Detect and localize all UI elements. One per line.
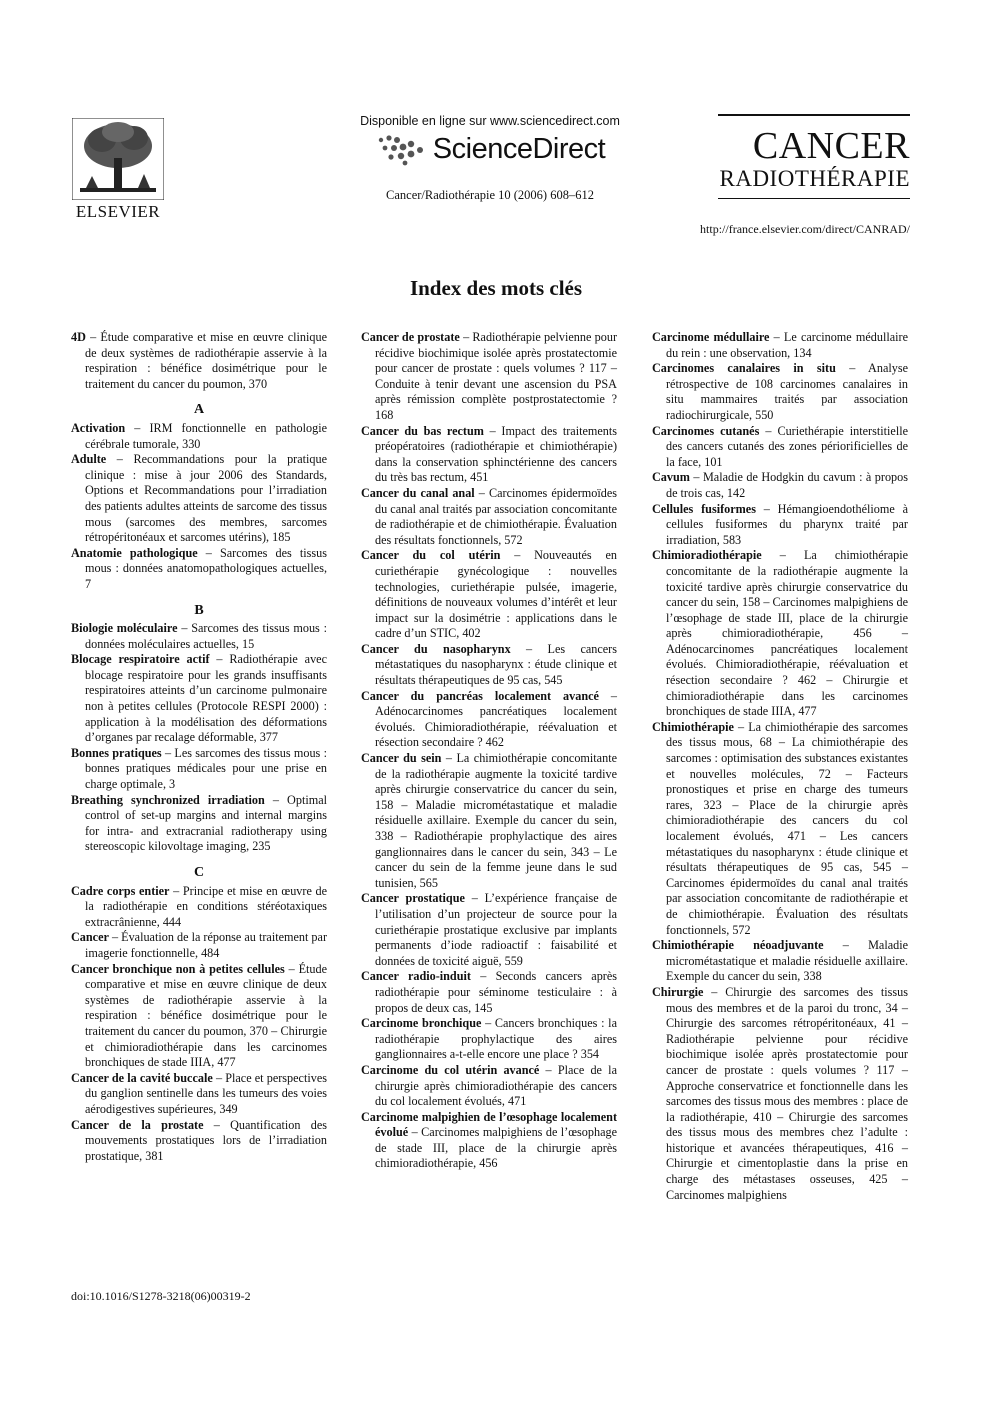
index-description: – Chirurgie des sarcomes des tissus mous des membres et de la paroi du tronc, 34 – Chirurgie des sarcomes rétropéritonéaux, 41 – Radiothérapie pelvienne pour récidive biochimique isolée après prostatectomie pour cancer de prostate : quels volumes ? 117 – Approche conservatrice et fonctionnelle dans les sarcomes des tissus mous des membres : place de la radiothérapie, 410 – Chirurgie des sarcomes des tissus mous des membres chez l’adulte : historique et avancées thérapeutiques, 416 – Chirurgie et cimentoplastie dans la prise en charge des métastases osseuses, 425 – Carcinomes malpighiens xyxy=(666,984,908,1202)
index-entry xyxy=(361,642,617,689)
index-term: Cavum xyxy=(652,470,690,485)
journal-url[interactable]: http://france.elsevier.com/direct/CANRAD/ xyxy=(700,222,910,236)
index-letter-heading: B xyxy=(194,602,204,618)
journal-title-line2: RADIOTHÉRAPIE xyxy=(719,166,910,191)
index-entry xyxy=(71,1118,327,1165)
index-description: – Les sarcomes des tissus mous : bonnes pratiques médicales pour une prise en charge optimale, 3 xyxy=(85,745,327,792)
page-header xyxy=(0,110,992,300)
index-term: Cancer de la prostate xyxy=(71,1117,204,1132)
index-term: Carcinome bronchique xyxy=(361,1016,482,1031)
index-entry xyxy=(71,1071,327,1118)
index-term: Blocage respiratoire actif xyxy=(71,652,210,667)
index-entry xyxy=(71,652,327,746)
index-entry xyxy=(71,746,327,793)
index-entry xyxy=(361,891,617,969)
index-term: Bonnes pratiques xyxy=(71,745,162,760)
index-letter-heading: A xyxy=(193,402,205,418)
index-entry xyxy=(361,969,617,1016)
index-term: Carcinome malpighien de l’œsophage localement évolué xyxy=(361,1109,617,1140)
index-term: Carcinomes canalaires in situ xyxy=(652,361,836,376)
index-entry xyxy=(71,930,327,961)
elsevier-logo xyxy=(70,118,166,222)
index-description: – Sarcomes des tissus mous : données anatomopathologiques actuelles, 7 xyxy=(85,545,327,591)
index-column-1 xyxy=(71,330,327,1164)
index-entry xyxy=(652,424,908,471)
index-description: – Maladie de Hodgkin du cavum : à propos de trois cas, 142 xyxy=(666,470,908,500)
index-description: – L’expérience française de l’utilisation d’un projecteur de source pour la curiethérapie prostatique exclusive par implants permanents d’iode radioactif : faisabilité et données de toxicité aiguë, 559 xyxy=(375,891,617,968)
index-entry xyxy=(71,962,327,1071)
index-description: – Analyse rétrospective de 108 carcinomes canalaires in situ mammaires traités par association radiochirurgicale, 550 xyxy=(666,361,908,422)
sciencedirect-dots-icon xyxy=(375,132,427,166)
index-entry xyxy=(652,330,908,361)
elsevier-tree-icon xyxy=(72,118,164,200)
index-entry xyxy=(71,793,327,855)
index-term: Chimiothérapie xyxy=(652,719,734,734)
index-description: – Impact des traitements préopératoires (radiothérapie et chimiothérapie) dans la conservation sphinctérienne des cancers du très bas rectum, 451 xyxy=(375,423,617,485)
index-entry xyxy=(361,1063,617,1110)
index-entry xyxy=(71,884,327,931)
index-term: Carcinome du col utérin avancé xyxy=(361,1062,540,1077)
index-term: Activation xyxy=(71,420,126,435)
index-description: – Nouveautés en curiethérapie gynécologique : nouvelles technologies, curiethérapie pulsée, imagerie, définitions de nouveaux volumes d’intérêt et leur impact sur la dosimétrie : applications dans le cadre d’un STIC, 402 xyxy=(375,548,617,641)
index-description: – Carcinomes épidermoïdes du canal anal traités par association concomitante de radiothérapie et de chimiothérapie. Évaluation des résultats fonctionnels, 572 xyxy=(375,485,617,547)
index-term: Carcinomes cutanés xyxy=(652,423,760,438)
index-description: – La chimiothérapie concomitante de la radiothérapie augmente la toxicité tardive après chirurgie conservatrice du cancer du sein, 158 – Carcinomes malpighiens de l’œsophage de stade III, place de la chirurgie après chimioradiothérapie, 456 – Adénocarcinomes pancréatiques localement évolués. Chimioradiothérapie, réévaluation et résection secondaire ? 462 – Chirurgie et chimioradiothérapie dans les carcinomes bronchiques de stade IIIA, 477 xyxy=(666,548,908,719)
index-term: Carcinome médullaire xyxy=(652,330,770,344)
index-entry xyxy=(652,470,908,501)
available-online-text: Disponible en ligne sur www.sciencedirect.com xyxy=(360,114,620,128)
index-entry xyxy=(652,985,908,1203)
index-description: – Sarcomes des tissus mous : données moléculaires actuelles, 15 xyxy=(85,621,328,651)
index-entry xyxy=(71,452,327,546)
index-entry xyxy=(361,1110,617,1172)
index-description: – Hémangioendothéliome à cellules fusiformes du pharynx traité par irradiation, 583 xyxy=(666,501,908,547)
index-description: – Place de la chirurgie après chimioradiothérapie des cancers du col localement évolués, 471 xyxy=(375,1062,617,1109)
index-column-3 xyxy=(652,330,908,1203)
index-entry xyxy=(652,502,908,549)
masthead-rule xyxy=(718,114,910,116)
index-description: – Évaluation de la réponse au traitement par imagerie fonctionnelle, 484 xyxy=(85,930,327,960)
sciencedirect-logo xyxy=(330,132,650,166)
sciencedirect-block xyxy=(330,114,650,203)
index-term: Biologie moléculaire xyxy=(71,621,178,636)
index-description: – Les cancers métastatiques du nasopharynx : étude clinique et résultats thérapeutiques de 95 cas, 545 xyxy=(375,641,617,688)
index-description: – IRM fonctionnelle en pathologie cérébrale tumorale, 330 xyxy=(85,420,327,451)
index-entry xyxy=(361,424,617,486)
index-term: Cancer du col utérin xyxy=(361,548,501,563)
index-term: Adulte xyxy=(71,452,107,467)
index-term: Cadre corps entier xyxy=(71,883,170,898)
index-description: – La chimiothérapie des sarcomes des tissus mous, 68 – La chimiothérapie des sarcomes : optimisation des substances existantes et nouvelles molécules, 72 – Facteurs pronostiques et prise en charge des tumeurs rares, 323 – Place de la chirurgie après chimioradiothérapie des cancers du col localement évolués, 471 – Les cancers métastatiques du nasopharynx : étude clinique et résultats thérapeutiques de 95 cas, 545 – Carcinomes épidermoïdes du canal anal traités par association concomitante de radiothérapie et de chimiothérapie. Évaluation des résultats fonctionnels, 572 xyxy=(666,719,908,937)
index-entry xyxy=(361,486,617,548)
index-term: Cellules fusiformes xyxy=(652,501,756,516)
index-term: Cancer radio-induit xyxy=(361,969,471,984)
doi-footer[interactable]: doi:10.1016/S1278-3218(06)00319-2 xyxy=(71,1289,251,1303)
index-description: – Étude comparative et mise en œuvre clinique de deux systèmes de radiothérapie asservie à la respiration : bénéfice dosimétrique pour le traitement du cancer du poumon, 370 xyxy=(85,330,327,391)
index-term: Anatomie pathologique xyxy=(71,545,198,560)
index-term: Cancer bronchique non à petites cellules xyxy=(71,961,285,976)
index-entry xyxy=(71,330,327,392)
masthead-rule-bottom xyxy=(718,198,910,199)
index-entry xyxy=(71,621,327,652)
page-title: Index des mots clés xyxy=(409,276,583,300)
index-entry xyxy=(652,548,908,720)
index-description: – Principe et mise en œuvre de la radiothérapie en conditions stéréotaxiques extracrânienne, 444 xyxy=(85,883,327,929)
index-description: – Curiethérapie interstitielle des cancers cutanés des zones périorificielles de la face, 101 xyxy=(666,423,908,469)
index-term: Cancer du bas rectum xyxy=(361,423,484,438)
index-description: – Seconds cancers après radiothérapie pour séminome testiculaire : à propos de deux cas, 145 xyxy=(375,969,618,1015)
index-entry xyxy=(361,1016,617,1063)
journal-citation: Cancer/Radiothérapie 10 (2006) 608–612 xyxy=(386,188,594,202)
index-description: – Quantification des mouvements prostatiques lors de l’irradiation prostatique, 381 xyxy=(85,1117,327,1163)
index-term: Cancer xyxy=(71,930,109,945)
index-entry xyxy=(361,330,617,424)
index-term: Cancer du nasopharynx xyxy=(361,641,511,656)
sciencedirect-brand: ScienceDirect xyxy=(432,132,606,165)
index-term: Cancer du canal anal xyxy=(361,485,475,500)
index-term: Chimioradiothérapie xyxy=(652,548,762,563)
index-entry xyxy=(71,421,327,452)
index-column-2 xyxy=(361,330,617,1172)
index-term: Chirurgie xyxy=(652,984,704,999)
journal-masthead xyxy=(718,114,910,199)
index-entry xyxy=(361,689,617,751)
index-description: – Radiothérapie pelvienne pour récidive biochimique isolée après prostatectomie pour cancer de prostate : quels volumes ? 117 – Conduite à tenir devant une ascension du PSA après rémission complète postprostatectomie ? 168 xyxy=(375,330,618,422)
journal-title-line1: CANCER xyxy=(752,125,910,167)
index-description: – Recommandations pour la pratique clinique : mise à jour 2006 des Standards, Options et Recommandations pour l’irradiation des patients adultes atteints de sarcome des tissus mous (sarcomes des membres, sarcomes rétropéritonéaux et sarcomes utérins), 185 xyxy=(85,452,327,545)
index-term: Cancer du sein xyxy=(361,751,442,766)
index-entry xyxy=(652,720,908,938)
publisher-wordmark: ELSEVIER xyxy=(75,202,161,221)
index-term: Cancer de la cavité buccale xyxy=(71,1070,213,1085)
index-description: – Étude comparative et mise en œuvre clinique de deux systèmes de radiothérapie asservie à la respiration : bénéfice dosimétrique pour le traitement du cancer du poumon, 370 – Chirurgie et chimioradiothérapie dans les carcinomes bronchiques de stade IIIA, 477 xyxy=(85,961,327,1070)
index-description: – Place et perspectives du ganglion sentinelle dans les tumeurs des voies aérodigestives supérieures, 349 xyxy=(85,1070,327,1116)
index-entry xyxy=(71,546,327,593)
index-term: Breathing synchronized irradiation xyxy=(71,792,265,807)
index-description: – Carcinomes malpighiens de l’œsophage de stade III, place de la chirurgie après chimioradiothérapie, 456 xyxy=(375,1125,617,1171)
index-term: Cancer du pancréas localement avancé xyxy=(361,688,599,703)
index-description: – Radiothérapie avec blocage respiratoire pour les grands insuffisants respiratoires atteints d’un carcinome pulmonaire non à petites cellules (Protocole RESPI 2000) : application à la modélisation des déformations d’organes par recalage déformable, 377 xyxy=(85,652,327,745)
index-term: Cancer de prostate xyxy=(361,330,460,344)
index-description: – Optimal control of set-up margins and internal margins for intra- and extracranial radiotherapy using stereoscopic kilovoltage imaging, 235 xyxy=(85,792,327,854)
index-description: – Maladie micrométastatique et maladie résiduelle axillaire. Exemple du cancer du sein, 338 xyxy=(666,938,909,984)
index-term: Cancer prostatique xyxy=(361,891,465,906)
index-entry xyxy=(652,938,908,985)
index-term: 4D xyxy=(71,330,86,344)
index-description: – Cancers bronchiques : la radiothérapie prophylactique des aires ganglionnaires a-t-elle encore une place ? 354 xyxy=(375,1016,617,1062)
index-description: – La chimiothérapie concomitante de la radiothérapie augmente la toxicité tardive après chirurgie conservatrice du cancer du sein, 158 – Maladie micrométastatique et maladie résiduelle axillaire. Exemple du cancer du sein, 338 – Radiothérapie prophylactique des aires ganglionnaires dans le cancer du sein, 343 – Le cancer du sein de la femme jeune dans le sud tunisien, 565 xyxy=(375,751,617,890)
index-description: – Adénocarcinomes pancréatiques localement évolués. Chimioradiothérapie, réévaluation et résection secondaire ? 462 xyxy=(375,688,617,750)
index-entry xyxy=(361,548,617,642)
index-entry xyxy=(652,361,908,423)
index-entry xyxy=(361,751,617,891)
index-term: Chimiothérapie néoadjuvante xyxy=(652,938,824,953)
index-description: – Le carcinome médullaire du rein : une observation, 134 xyxy=(666,330,908,360)
index-letter-heading: C xyxy=(193,865,205,880)
